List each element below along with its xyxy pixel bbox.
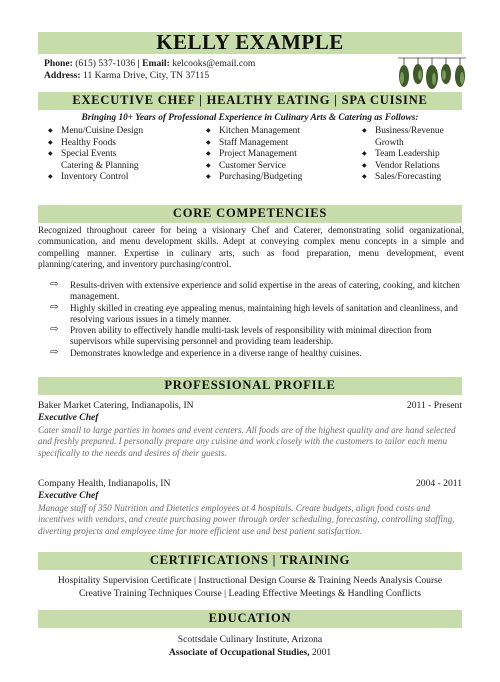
skill-item: ◆ Inventory Control bbox=[48, 172, 143, 184]
contact-line-phone-email bbox=[44, 58, 255, 70]
skill-item: ◆ Staff Management bbox=[206, 138, 302, 150]
skill-item: ◆ Business/Revenue bbox=[362, 126, 444, 138]
skills-column-2 bbox=[206, 126, 302, 184]
job-role: Executive Chef bbox=[38, 412, 99, 423]
job-dates: 2011 - Present bbox=[406, 400, 462, 411]
education-degree: Associate of Occupational Studies, bbox=[168, 647, 310, 658]
skill-item: ◆ Customer Service bbox=[206, 161, 302, 173]
education-heading: EDUCATION bbox=[208, 611, 292, 625]
certifications-line: Creative Training Techniques Course | Leading Effective Meetings & Handling Conflicts bbox=[79, 588, 421, 599]
certifications-line: Hospitality Supervision Certificate | Instructional Design Course & Training Needs Analysis Course bbox=[57, 575, 443, 586]
contact-line-address bbox=[44, 70, 209, 82]
job-description: Manage staff of 350 Nutrition and Dietetics employees at 4 hospitals. Create budgets, align food costs and incentives with vendors, and create purchasing power through order scheduling, forecasting, controlling staffing, diverting projects and employee time for more efficient use and best patient satisfaction. bbox=[38, 503, 455, 536]
job-dates: 2004 - 2011 bbox=[415, 478, 462, 489]
skill-item-continued: Growth bbox=[375, 137, 404, 148]
skill-item: ◆ Sales/Forecasting bbox=[362, 172, 444, 184]
skills-column-1 bbox=[48, 126, 143, 184]
phone-number: (615) 537-1036 bbox=[75, 58, 136, 69]
skill-item: ◆ Menu/Cuisine Design bbox=[48, 126, 143, 138]
job-header bbox=[38, 400, 462, 411]
email-address: kelcooks@email.com bbox=[172, 58, 256, 69]
address-label: Address: bbox=[44, 70, 81, 81]
job-description: Cater small to large parties in homes and event centers. All foods are of the highest quality and are hand selected and freshly prepared. I personally prepare any cuisine and work closely with the customers to tailor each menu specifically to the needs and desires of their guests. bbox=[38, 425, 456, 458]
headline: EXECUTIVE CHEF | HEALTHY EATING | SPA CUISINE bbox=[72, 93, 428, 107]
job-employer: Baker Market Catering, Indianapolis, IN bbox=[38, 400, 194, 411]
skill-item: ◆ Purchasing/Budgeting bbox=[206, 172, 302, 184]
address-text: 11 Karma Drive, City, TN 37115 bbox=[83, 70, 210, 81]
skill-item: ◆ Project Management bbox=[206, 149, 302, 161]
core-summary: Recognized throughout career for being a visionary Chef and Caterer, demonstrating solid organizational, communication, and menu development skills. Adept at conveying complex menu concepts in a simple and compelling manner. Expertise in culinary arts, such as food preparation, menu development, event planning/catering, and inventory purchasing/control. bbox=[38, 225, 464, 269]
herb-bundles-illustration bbox=[396, 56, 468, 92]
skills-column-3 bbox=[362, 126, 444, 184]
candidate-name: KELLY EXAMPLE bbox=[156, 30, 344, 54]
core-competencies-heading: CORE COMPETENCIES bbox=[172, 206, 328, 220]
job-employer: Company Health, Indianapolis, IN bbox=[38, 478, 171, 489]
skill-item: ◆ Healthy Foods bbox=[48, 138, 143, 150]
core-bullet: ⇨ Demonstrates knowledge and experience in a diverse range of healthy cuisines. bbox=[50, 348, 462, 359]
education-degree-line bbox=[0, 647, 500, 658]
core-bullets bbox=[50, 280, 462, 359]
skill-item: ◆ Vendor Relations bbox=[362, 161, 444, 173]
core-bullet: ⇨ Proven ability to effectively handle multi-task levels of responsibility with minimal direction from supervisors while supervising personnel and providing team leadership. bbox=[50, 325, 462, 348]
skill-item: ◆ Team Leadership bbox=[362, 149, 444, 161]
email-label: Email: bbox=[142, 58, 170, 69]
professional-profile-heading: PROFESSIONAL PROFILE bbox=[164, 378, 336, 392]
skill-item: ◆ Kitchen Management bbox=[206, 126, 302, 138]
education-school: Scottsdale Culinary Institute, Arizona bbox=[177, 634, 323, 645]
certifications-heading: CERTIFICATIONS | TRAINING bbox=[149, 553, 351, 567]
skill-item: ◆ Special Events bbox=[48, 149, 143, 161]
tagline: Bringing 10+ Years of Professional Experience in Culinary Arts & Catering as Follows: bbox=[81, 113, 419, 123]
education-year: 2001 bbox=[311, 647, 332, 658]
contact-separator: | bbox=[137, 58, 140, 69]
core-bullet: ⇨ Results-driven with extensive experience and solid expertise in the areas of catering, cooking, and kitchen management. bbox=[50, 280, 462, 303]
skill-item-continued: Catering & Planning bbox=[61, 160, 139, 171]
job-role: Executive Chef bbox=[38, 490, 99, 501]
job-header bbox=[38, 478, 462, 489]
core-bullet: ⇨ Highly skilled in creating eye appealing menus, maintaining high levels of sanitation and cleanliness, and resolving various issues in a timely manner. bbox=[50, 303, 462, 326]
phone-label: Phone: bbox=[44, 58, 73, 69]
